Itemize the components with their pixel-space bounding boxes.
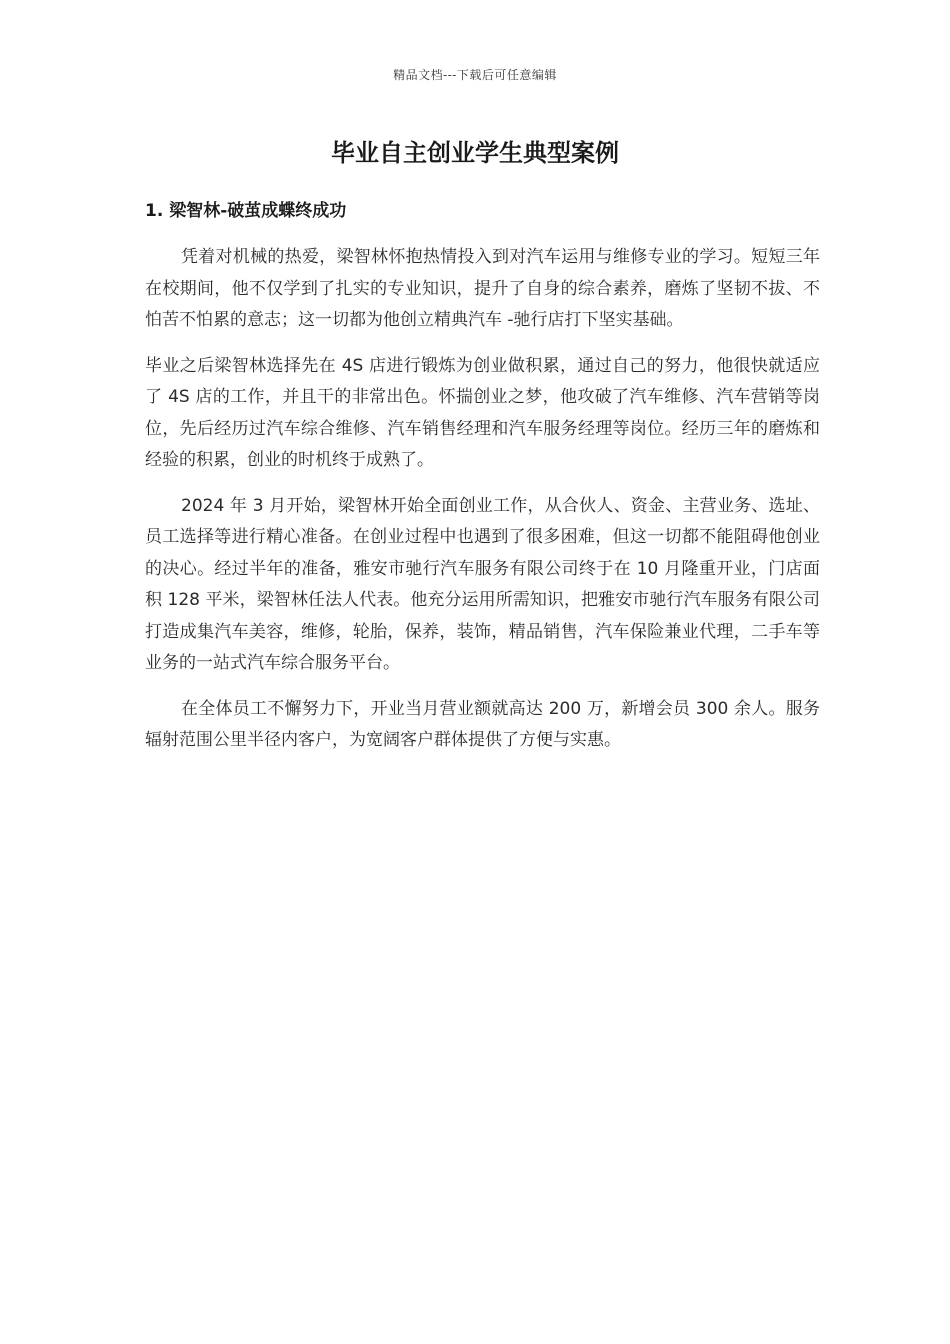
section-heading: 1. 梁智林-破茧成蝶终成功	[145, 201, 347, 221]
paragraph-4: 在全体员工不懈努力下，开业当月营业额就高达 200 万，新增会员 300 余人。服务辐射范围公里半径内客户，为宽阔客户群体提供了方便与实惠。	[145, 698, 820, 750]
header-note: 精品文档---下载后可任意编辑	[393, 68, 557, 82]
document-body	[145, 242, 820, 771]
paragraph-1: 凭着对机械的热爱，梁智林怀抱热情投入到对汽车运用与维修专业的学习。短短三年在校期间，他不仅学到了扎实的专业知识，提升了自身的综合素养，磨炼了坚韧不拔、不怕苦不怕累的意志；这一切都为他创立精典汽车 -驰行店打下坚实基础。	[145, 247, 820, 330]
paragraph-3: 2024 年 3 月开始，梁智林开始全面创业工作，从合伙人、资金、主营业务、选址、员工选择等进行精心准备。在创业过程中也遇到了很多困难，但这一切都不能阻碍他创业的决心。经过半年的准备，雅安市驰行汽车服务有限公司终于在 10 月隆重开业，门店面积 128 平米，梁智林任法人代表。他充分运用所需知识，把雅安市驰行汽车服务有限公司打造成集汽车美容，维修，轮胎，保养，装饰，精品销售，汽车保险兼业代理，二手车等业务的一站式汽车综合服务平台。	[145, 495, 820, 673]
paragraph-2: 毕业之后梁智林选择先在 4S 店进行锻炼为创业做积累，通过自己的努力，他很快就适应了 4S 店的工作，并且干的非常出色。怀揣创业之梦，他攻破了汽车维修、汽车营销等岗位，先后经历过汽车综合维修、汽车销售经理和汽车服务经理等岗位。经历三年的磨炼和经验的积累，创业的时机终于成熟了。	[145, 355, 820, 470]
document-title: 毕业自主创业学生典型案例	[331, 139, 619, 167]
